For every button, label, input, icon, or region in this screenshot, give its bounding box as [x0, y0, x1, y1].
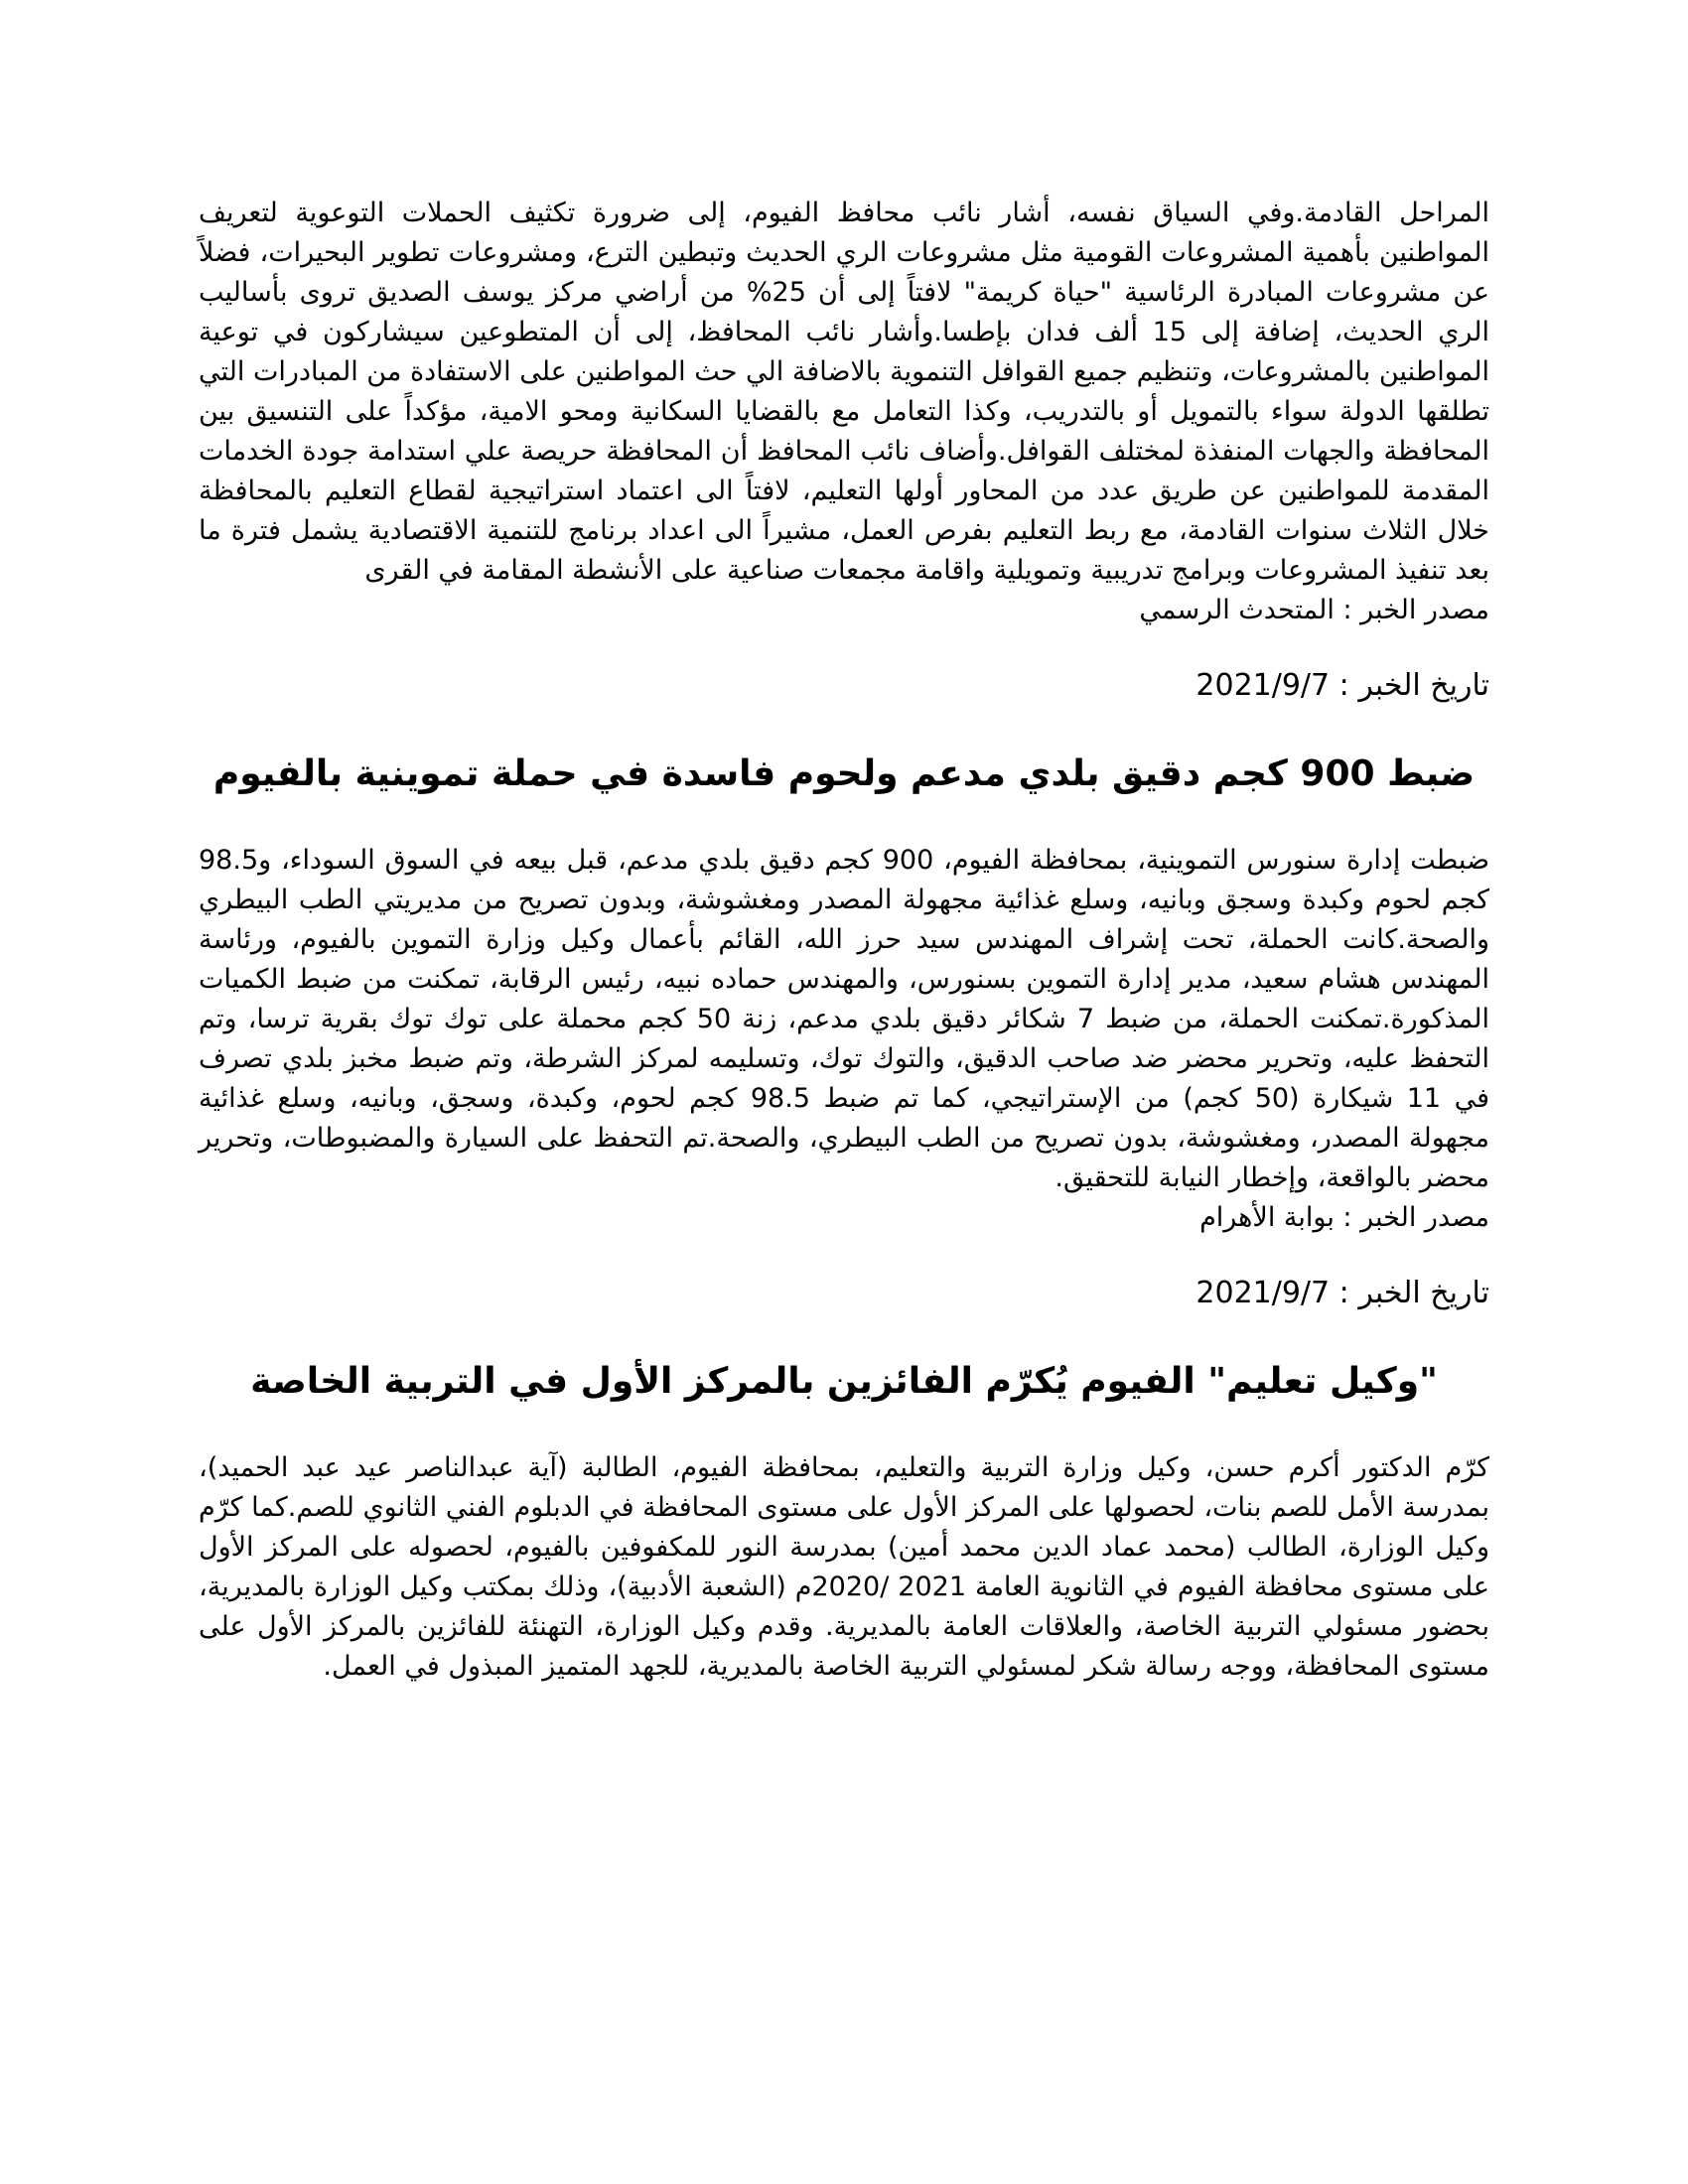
article-1-source: مصدر الخبر : المتحدث الرسمي — [1139, 595, 1489, 625]
document-content — [199, 194, 1489, 1687]
article-3-headline: "وكيل تعليم" الفيوم يُكرّم الفائزين بالمركز الأول في التربية الخاصة — [250, 1361, 1438, 1402]
article-2-headline: ضبط 900 كجم دقيق بلدي مدعم ولحوم فاسدة في حملة تموينية بالفيوم — [212, 753, 1476, 794]
article-1-body: المراحل القادمة.وفي السياق نفسه، أشار نائب محافظ الفيوم، إلى ضرورة تكثيف الحملات التوعوية لتعريف المواطنين بأهمية المشروعات القومية مثل مشروعات الري الحديث وتبطين الترع، ومشروعات تطوير البحيرات، فضلاً عن مشروعات المبادرة الرئاسية "حياة كريمة" لافتاً إلى أن 25% من أراضي مركز يوسف الصديق تروى بأساليب الري الحديث، إضافة إلى 15 ألف فدان بإطسا.وأشار نائب المحافظ، إلى أن المتطوعين سيشاركون في توعية المواطنين بالمشروعات، وتنظيم جميع القوافل التنموية بالاضافة الي حث المواطنين على الاستفادة من المبادرات التي تطلقها الدولة سواء بالتمويل أو بالتدريب، وكذا التعامل مع بالقضايا السكانية ومحو الامية، مؤكداً على التنسيق بين المحافظة والجهات المنفذة لمختلف القوافل.وأضاف نائب المحافظ أن المحافظة حريصة علي استدامة جودة الخدمات المقدمة للمواطنين عن طريق عدد من المحاور أولها التعليم، لافتاً الى اعتماد استراتيجية لقطاع التعليم بالمحافظة خلال الثلاث سنوات القادمة، مع ربط التعليم بفرص العمل، مشيراً الى اعداد برنامج للتنمية الاقتصادية يشمل فترة ما بعد تنفيذ المشروعات وبرامج تدريبية وتمويلية واقامة مجمعات صناعية على الأنشطة المقامة في القرى — [199, 198, 1489, 586]
article-2-body: ضبطت إدارة سنورس التموينية، بمحافظة الفيوم، 900 كجم دقيق بلدي مدعم، قبل بيعه في السوق السوداء، و98.5 كجم لحوم وكبدة وسجق وبانيه، وسلع غذائية مجهولة المصدر ومغشوشة، وبدون تصريح من مديريتي الطب البيطري والصحة.كانت الحملة، تحت إشراف المهندس سيد حرز الله، القائم بأعمال وكيل وزارة التموين بالفيوم، ورئاسة المهندس هشام سعيد، مدير إدارة التموين بسنورس، والمهندس حماده نبيه، رئيس الرقابة، تمكنت من ضبط الكميات المذكورة.تمكنت الحملة، من ضبط 7 شكائر دقيق بلدي مدعم، زنة 50 كجم محملة على توك توك بقرية ترسا، وتم التحفظ عليه، وتحرير محضر ضد صاحب الدقيق، والتوك توك، وتسليمه لمركز الشرطة، وتم ضبط مخبز بلدي تصرف في 11 شيكارة (50 كجم) من الإستراتيجي، كما تم ضبط 98.5 كجم لحوم، وكبدة، وسجق، وبانيه، وسلع غذائية مجهولة المصدر، ومغشوشة، بدون تصريح من الطب البيطري، والصحة.تم التحفظ على السيارة والمضبوطات، وتحرير محضر بالواقعة، وإخطار النيابة للتحقيق. — [199, 845, 1490, 1193]
article-3-date: تاريخ الخبر : 2021/9/7 — [1196, 1276, 1489, 1310]
article-3-body: كرّم الدكتور أكرم حسن، وكيل وزارة التربية والتعليم، بمحافظة الفيوم، الطالبة (آية عبدالناصر عيد عبد الحميد)، بمدرسة الأمل للصم بنات، لحصولها على المركز الأول على مستوى المحافظة في الدبلوم الفني الثانوي للصم.كما كرّم وكيل الوزارة، الطالب (محمد عماد الدين محمد أمين) بمدرسة النور للمكفوفين بالفيوم، لحصوله على المركز الأول على مستوى محافظة الفيوم في الثانوية العامة 2021 /2020م (الشعبة الأدبية)، وذلك بمكتب وكيل الوزارة بالمديرية، بحضور مسئولي التربية الخاصة، والعلاقات العامة بالمديرية. وقدم وكيل الوزارة، التهنئة للفائزين بالمركز الأول على مستوى المحافظة، ووجه رسالة شكر لمسئولي التربية الخاصة بالمديرية، للجهد المتميز المبذول في العمل. — [199, 1452, 1490, 1682]
article-2-date: تاريخ الخبر : 2021/9/7 — [1196, 668, 1489, 703]
article-2-source: مصدر الخبر : بوابة الأهرام — [1199, 1202, 1489, 1233]
